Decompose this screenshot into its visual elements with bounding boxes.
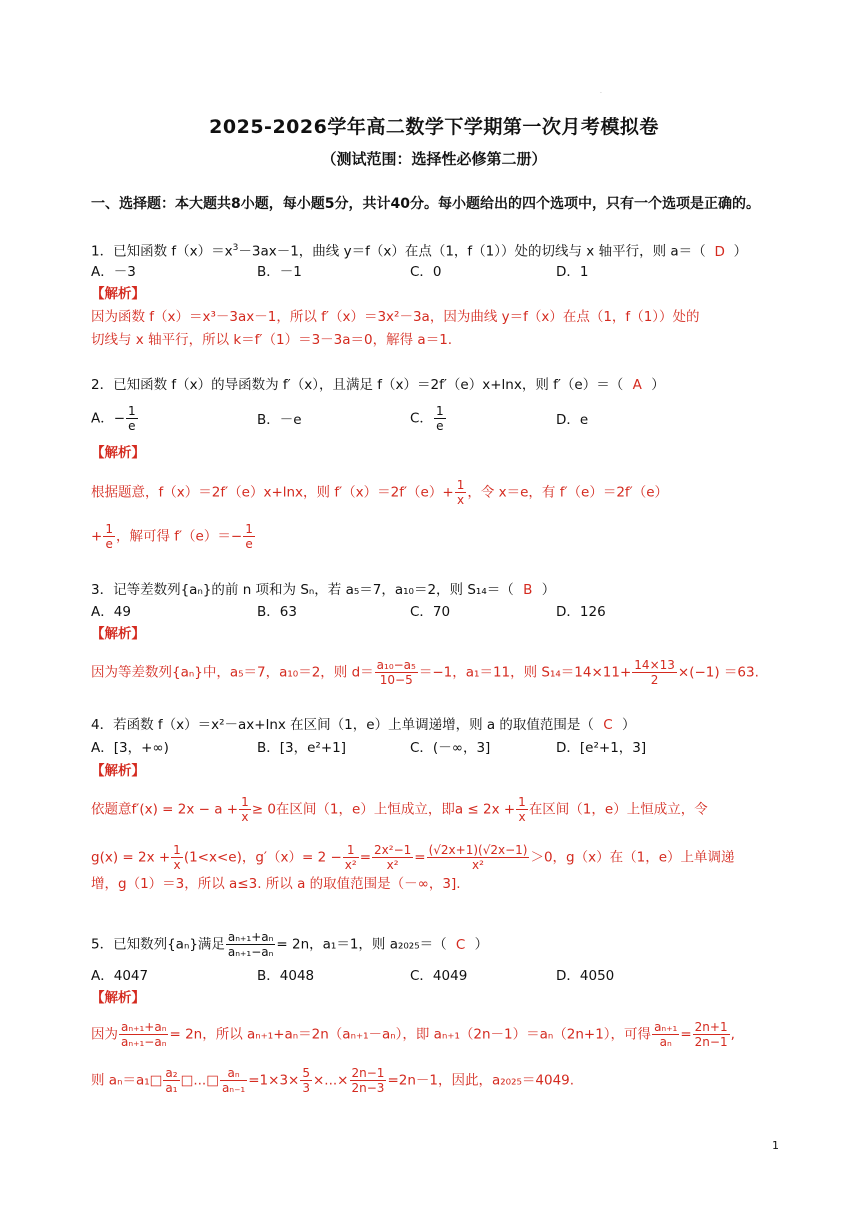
q3-option-c: C．70 (410, 604, 451, 620)
q2-option-a (91, 404, 139, 433)
q4-answer: C (603, 717, 613, 733)
q5-sol-frac-3 (693, 1020, 730, 1049)
q2-sol-frac-1-over-x (455, 478, 467, 507)
q5-sol2-text: 则 aₙ＝a₁□ (91, 1072, 163, 1089)
q5-sol2-frac-3 (300, 1066, 312, 1095)
q1-option-c: C．0 (410, 264, 442, 280)
q1-option-a: A．－3 (91, 264, 136, 280)
q4-solution-line-2 (91, 843, 735, 872)
frac-num: 1 (105, 522, 113, 536)
q1-option-b: B．－1 (257, 264, 302, 280)
q4-sol2-text-3: ＞0，g（x）在（1，e）上单调递 (530, 849, 735, 866)
q5-sol-comma: , (730, 1026, 735, 1043)
q5-close: ） (474, 936, 489, 953)
frac-num: 5 (302, 1066, 310, 1080)
q1-stem (91, 238, 747, 262)
frac-num: a₂ (165, 1066, 178, 1080)
scan-dot: · (600, 90, 602, 97)
frac-num: 1 (435, 404, 444, 418)
q4-sol2-frac-3 (372, 843, 413, 872)
q4-option-a: A．[3，+∞) (91, 740, 169, 756)
q2-answer: A (632, 377, 642, 393)
frac-num: 1 (245, 522, 253, 536)
q2-sol-text: 根据题意，f（x）＝2f′（e）x+lnx，则 f′（x）＝2f′（e）+ (91, 484, 454, 501)
q4-option-c: C．(－∞，3] (410, 740, 491, 756)
q3-sol-text: 因为等差数列{aₙ}中，a₅＝7，a₁₀＝2，则 d＝ (91, 664, 374, 681)
frac-den: aₙ₋₁ (221, 1081, 246, 1095)
q1-close: ） (733, 243, 748, 260)
q5-sol-eq: = (680, 1026, 692, 1043)
q5-solution-line-1 (91, 1020, 735, 1049)
q4-option-b: B．[3，e²+1] (257, 740, 347, 756)
frac-den: e (105, 537, 113, 551)
q4-sol2-frac-1 (171, 843, 183, 872)
q5-sol-frac-1 (119, 1020, 168, 1049)
q2-stem (91, 375, 665, 395)
q4-sol2-text-2: (1<x<e)，g′（x）= 2 − (183, 849, 342, 866)
q2-close: ） (651, 377, 665, 393)
frac-den: 10−5 (379, 673, 413, 687)
frac-den: e (245, 537, 253, 551)
q5-option-b: B．4048 (257, 968, 315, 984)
q3-option-d: D．126 (556, 604, 606, 620)
q5-sol2-text-4: ×...× (313, 1072, 349, 1089)
page-subtitle: （测试范围：选择性必修第二册） (321, 150, 547, 168)
q5-option-d: D．4050 (556, 968, 615, 984)
q3-answer: B (523, 582, 533, 598)
q5-sol2-frac-2 (220, 1066, 247, 1095)
q2-stem-text: 2．已知函数 f（x）的导函数为 f′（x），且满足 f（x）＝2f′（e）x+lnx，则 f′（e）＝（ (91, 377, 624, 393)
q3-close: ） (541, 582, 556, 598)
q2-sol2-text: ，解可得 f′（e）＝− (115, 528, 243, 545)
q5-option-a: A．4047 (91, 968, 149, 984)
frac-den: x (173, 858, 181, 872)
q1-answer: D (714, 243, 725, 260)
q5-stem-frac (226, 930, 275, 959)
q2-sol2-frac-2 (243, 522, 255, 551)
q5-stem-text: 5．已知数列{aₙ}满足 (91, 936, 225, 953)
q3-stem-text: 3．记等差数列{aₙ}的前 n 项和为 Sₙ，若 a₅＝7，a₁₀＝2，则 S₁₄＝（ (91, 582, 514, 598)
q4-sol2-frac-2 (343, 843, 359, 872)
q3-solution (91, 658, 759, 687)
frac-num: 1 (343, 843, 359, 858)
frac-num: 2n+1 (694, 1020, 728, 1034)
q4-solution-line-3: 增，g（1）＝3，所以 a≤3. 所以 a 的取值范围是（－∞，3]. (91, 876, 461, 892)
frac-den: x (518, 810, 526, 824)
q2-option-c-frac (434, 404, 446, 433)
q3-jiexi-label: 【解析】 (91, 626, 145, 642)
q1-stem-text: 1．已知函数 f（x）＝x (91, 243, 233, 260)
frac-den: 2n−1 (694, 1035, 728, 1049)
frac-den: aₙ₊₁−aₙ (121, 1035, 167, 1049)
q5-sol2-text-5: =2n－1，因此，a₂₀₂₅＝4049. (387, 1072, 575, 1089)
q5-sol-text: 因为 (91, 1026, 118, 1043)
q4-jiexi-label: 【解析】 (91, 763, 145, 779)
q1-exponent: 3 (232, 243, 239, 253)
q4-sol2-frac-4 (427, 843, 530, 872)
frac-num: 2n−1 (351, 1066, 385, 1080)
q1-jiexi-label: 【解析】 (91, 286, 145, 302)
q5-sol2-text-2: □...□ (180, 1072, 219, 1089)
q2-option-d: D．e (556, 412, 589, 428)
frac-num: 1 (241, 795, 249, 809)
frac-den: x² (472, 858, 484, 872)
page-number: 1 (772, 1139, 779, 1152)
q3-stem (91, 580, 555, 600)
q2-sol2-plus: + (91, 528, 103, 545)
page-title: 2025-2026学年高二数学下学期第一次月考模拟卷 (209, 116, 659, 138)
q5-sol2-text-3: =1×3× (248, 1072, 300, 1089)
q5-sol-text-2: = 2n，所以 aₙ₊₁+aₙ＝2n（aₙ₊₁－aₙ），即 aₙ₊₁（2n－1）＝aₙ（2n+1），可得 (169, 1026, 652, 1043)
q3-sol-frac-2 (632, 658, 677, 687)
q2-option-a-label: A．− (91, 410, 126, 427)
q2-solution-line-2 (91, 522, 256, 551)
frac-den: 2n−3 (351, 1081, 385, 1095)
q4-solution-line-1 (91, 795, 708, 824)
frac-num: aₙ₊₁+aₙ (227, 930, 274, 944)
frac-num: 1 (128, 404, 136, 418)
frac-num: 1 (173, 843, 181, 857)
q5-sol2-frac-1 (163, 1066, 179, 1095)
frac-den: 3 (302, 1081, 310, 1095)
q3-option-a: A．49 (91, 604, 131, 620)
q1-stem-text-2: －3ax－1，曲线 y＝f（x）在点（1，f（1））处的切线与 x 轴平行，则 a＝（ (238, 243, 706, 260)
q2-option-c (410, 404, 447, 433)
q4-option-d: D．[e²+1，3] (556, 740, 647, 756)
q2-jiexi-label: 【解析】 (91, 445, 145, 461)
frac-den: e (128, 419, 136, 433)
frac-den: aₙ₊₁−aₙ (227, 945, 274, 959)
q1-solution-line-2: 切线与 x 轴平行，所以 k＝f′（1）＝3－3a＝0，解得 a＝1. (91, 332, 453, 348)
frac-den: a₁ (165, 1081, 178, 1095)
q3-sol-text-3: ×(−1) ＝63. (677, 664, 759, 681)
q2-option-a-frac (126, 404, 138, 433)
frac-den: x (241, 810, 249, 824)
q2-option-c-label: C． (410, 410, 433, 427)
q3-sol-frac-d (375, 658, 418, 687)
frac-num: aₙ₊₁+aₙ (121, 1020, 167, 1034)
q2-sol2-frac (103, 522, 115, 551)
q5-solution-line-2 (91, 1066, 574, 1095)
q2-option-b: B．－e (257, 412, 302, 428)
frac-den: e (436, 419, 444, 433)
frac-num: aₙ (220, 1066, 247, 1081)
q4-sol2-eq: = (359, 849, 372, 866)
frac-den: x (456, 493, 465, 507)
q4-sol-frac (239, 795, 251, 824)
frac-num: 1 (518, 795, 526, 809)
q5-jiexi-label: 【解析】 (91, 990, 145, 1006)
q1-solution-line-1: 因为函数 f（x）＝x³－3ax－1，所以 f′（x）＝3x²－3a，因为曲线 y＝f（x）在点（1，f（1））处的 (91, 309, 700, 325)
frac-num: 14×13 (634, 658, 675, 672)
q3-option-b: B．63 (257, 604, 297, 620)
q1-option-d: D．1 (556, 264, 589, 280)
q4-close: ） (621, 717, 636, 733)
q3-sol-text-2: ＝−1，a₁＝11，则 S₁₄＝14×11+ (418, 664, 632, 681)
frac-num: 2x²−1 (374, 843, 412, 857)
frac-den: 2 (650, 673, 659, 687)
frac-num: aₙ₊₁ (654, 1020, 678, 1034)
q5-stem (91, 930, 488, 959)
q4-sol2-text: g(x) = 2x + (91, 849, 171, 866)
section-heading: 一、选择题：本大题共8小题，每小题5分，共计40分。每小题给出的四个选项中，只有一个选项是正确的。 (91, 196, 760, 212)
frac-den: x² (344, 858, 357, 872)
q5-sol-frac-2 (652, 1020, 679, 1049)
frac-num: a₁₀−a₅ (376, 658, 416, 672)
frac-den: aₙ (659, 1035, 672, 1049)
q2-sol-text-2: ，令 x＝e，有 f′（e）＝2f′（e） (467, 484, 669, 501)
q4-sol2-eq-2: = (414, 849, 426, 866)
q5-stem-text-2: = 2n，a₁＝1，则 a₂₀₂₅＝（ (276, 936, 447, 953)
q5-sol2-frac-4 (350, 1066, 387, 1095)
q2-solution-line-1 (91, 478, 668, 507)
frac-num: (√2x+1)(√2x−1) (428, 843, 528, 857)
frac-num: 1 (456, 478, 465, 492)
q4-sol-text-2: ≥ 0在区间（1，e）上恒成立，即a ≤ 2x + (251, 801, 516, 818)
q5-option-c: C．4049 (410, 968, 468, 984)
q4-sol-frac-2 (516, 795, 528, 824)
frac-den: x² (386, 858, 399, 872)
q4-stem-text: 4．若函数 f（x）＝x²－ax+lnx 在区间（1，e）上单调递增，则 a 的取值范围是（ (91, 717, 594, 733)
q4-sol-text: 依题意f′(x) = 2x − a + (91, 801, 239, 818)
q4-stem (91, 715, 635, 735)
q5-answer: C (455, 936, 466, 953)
q4-sol-text-3: 在区间（1，e）上恒成立，令 (528, 801, 708, 818)
